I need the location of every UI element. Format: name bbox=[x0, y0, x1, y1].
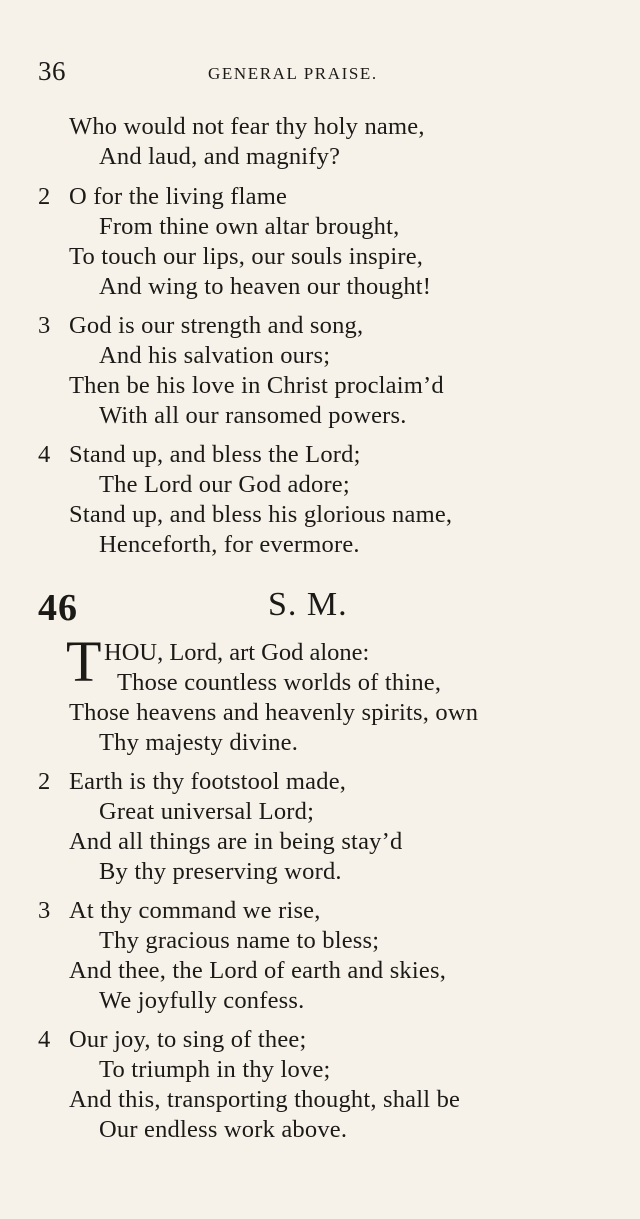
verse-line: Stand up, and bless his glorious name, bbox=[69, 501, 453, 528]
verse-line: Great universal Lord; bbox=[99, 798, 315, 825]
verse-line: Then be his love in Christ proclaim’d bbox=[69, 372, 444, 399]
page-header bbox=[38, 56, 598, 90]
stanza-number: 3 bbox=[38, 897, 51, 924]
verse-line: To triumph in thy love; bbox=[99, 1056, 331, 1083]
verse-line: And this, transporting thought, shall be bbox=[69, 1086, 461, 1113]
stanza-number: 4 bbox=[38, 1026, 51, 1053]
verse-line: And wing to heaven our thought! bbox=[99, 273, 432, 300]
stanza-number: 4 bbox=[38, 441, 51, 468]
hymn-number: 46 bbox=[38, 587, 78, 629]
drop-cap: T bbox=[66, 629, 102, 694]
verse-line: Henceforth, for evermore. bbox=[99, 531, 360, 558]
stanza-number: 2 bbox=[38, 768, 51, 795]
verse-line: And laud, and magnify? bbox=[99, 143, 341, 170]
running-head: GENERAL PRAISE. bbox=[208, 64, 378, 83]
verse-line: Those heavens and heavenly spirits, own bbox=[69, 699, 479, 726]
verse-line: Our endless work above. bbox=[99, 1116, 348, 1143]
stanza-number: 2 bbox=[38, 183, 51, 210]
verse-line: And all things are in being stay’d bbox=[69, 828, 403, 855]
verse-line: Earth is thy footstool made, bbox=[69, 768, 347, 795]
verse-line: Thy majesty divine. bbox=[99, 729, 299, 756]
verse-line: At thy command we rise, bbox=[69, 897, 321, 924]
verse-line: The Lord our God adore; bbox=[99, 471, 350, 498]
verse-line: Those countless worlds of thine, bbox=[117, 669, 442, 696]
verse-line: To touch our lips, our souls inspire, bbox=[69, 243, 424, 270]
hymn-meter: S. M. bbox=[268, 586, 348, 623]
verse-line: HOU, Lord, art God alone: bbox=[104, 639, 370, 666]
verse-line: We joyfully confess. bbox=[99, 987, 305, 1014]
verse-line: Stand up, and bless the Lord; bbox=[69, 441, 361, 468]
verse-line: Who would not fear thy holy name, bbox=[69, 113, 425, 140]
verse-line: O for the living flame bbox=[69, 183, 288, 210]
verse-line: From thine own altar brought, bbox=[99, 213, 400, 240]
verse-line: God is our strength and song, bbox=[69, 312, 364, 339]
verse-line: By thy preserving word. bbox=[99, 858, 342, 885]
verse-line: With all our ransomed powers. bbox=[99, 402, 407, 429]
verse-line: Our joy, to sing of thee; bbox=[69, 1026, 307, 1053]
verse-line: And thee, the Lord of earth and skies, bbox=[69, 957, 447, 984]
verse-line: Thy gracious name to bless; bbox=[99, 927, 380, 954]
page-number: 36 bbox=[38, 56, 66, 86]
stanza-number: 3 bbox=[38, 312, 51, 339]
verse-line: And his salvation ours; bbox=[99, 342, 331, 369]
